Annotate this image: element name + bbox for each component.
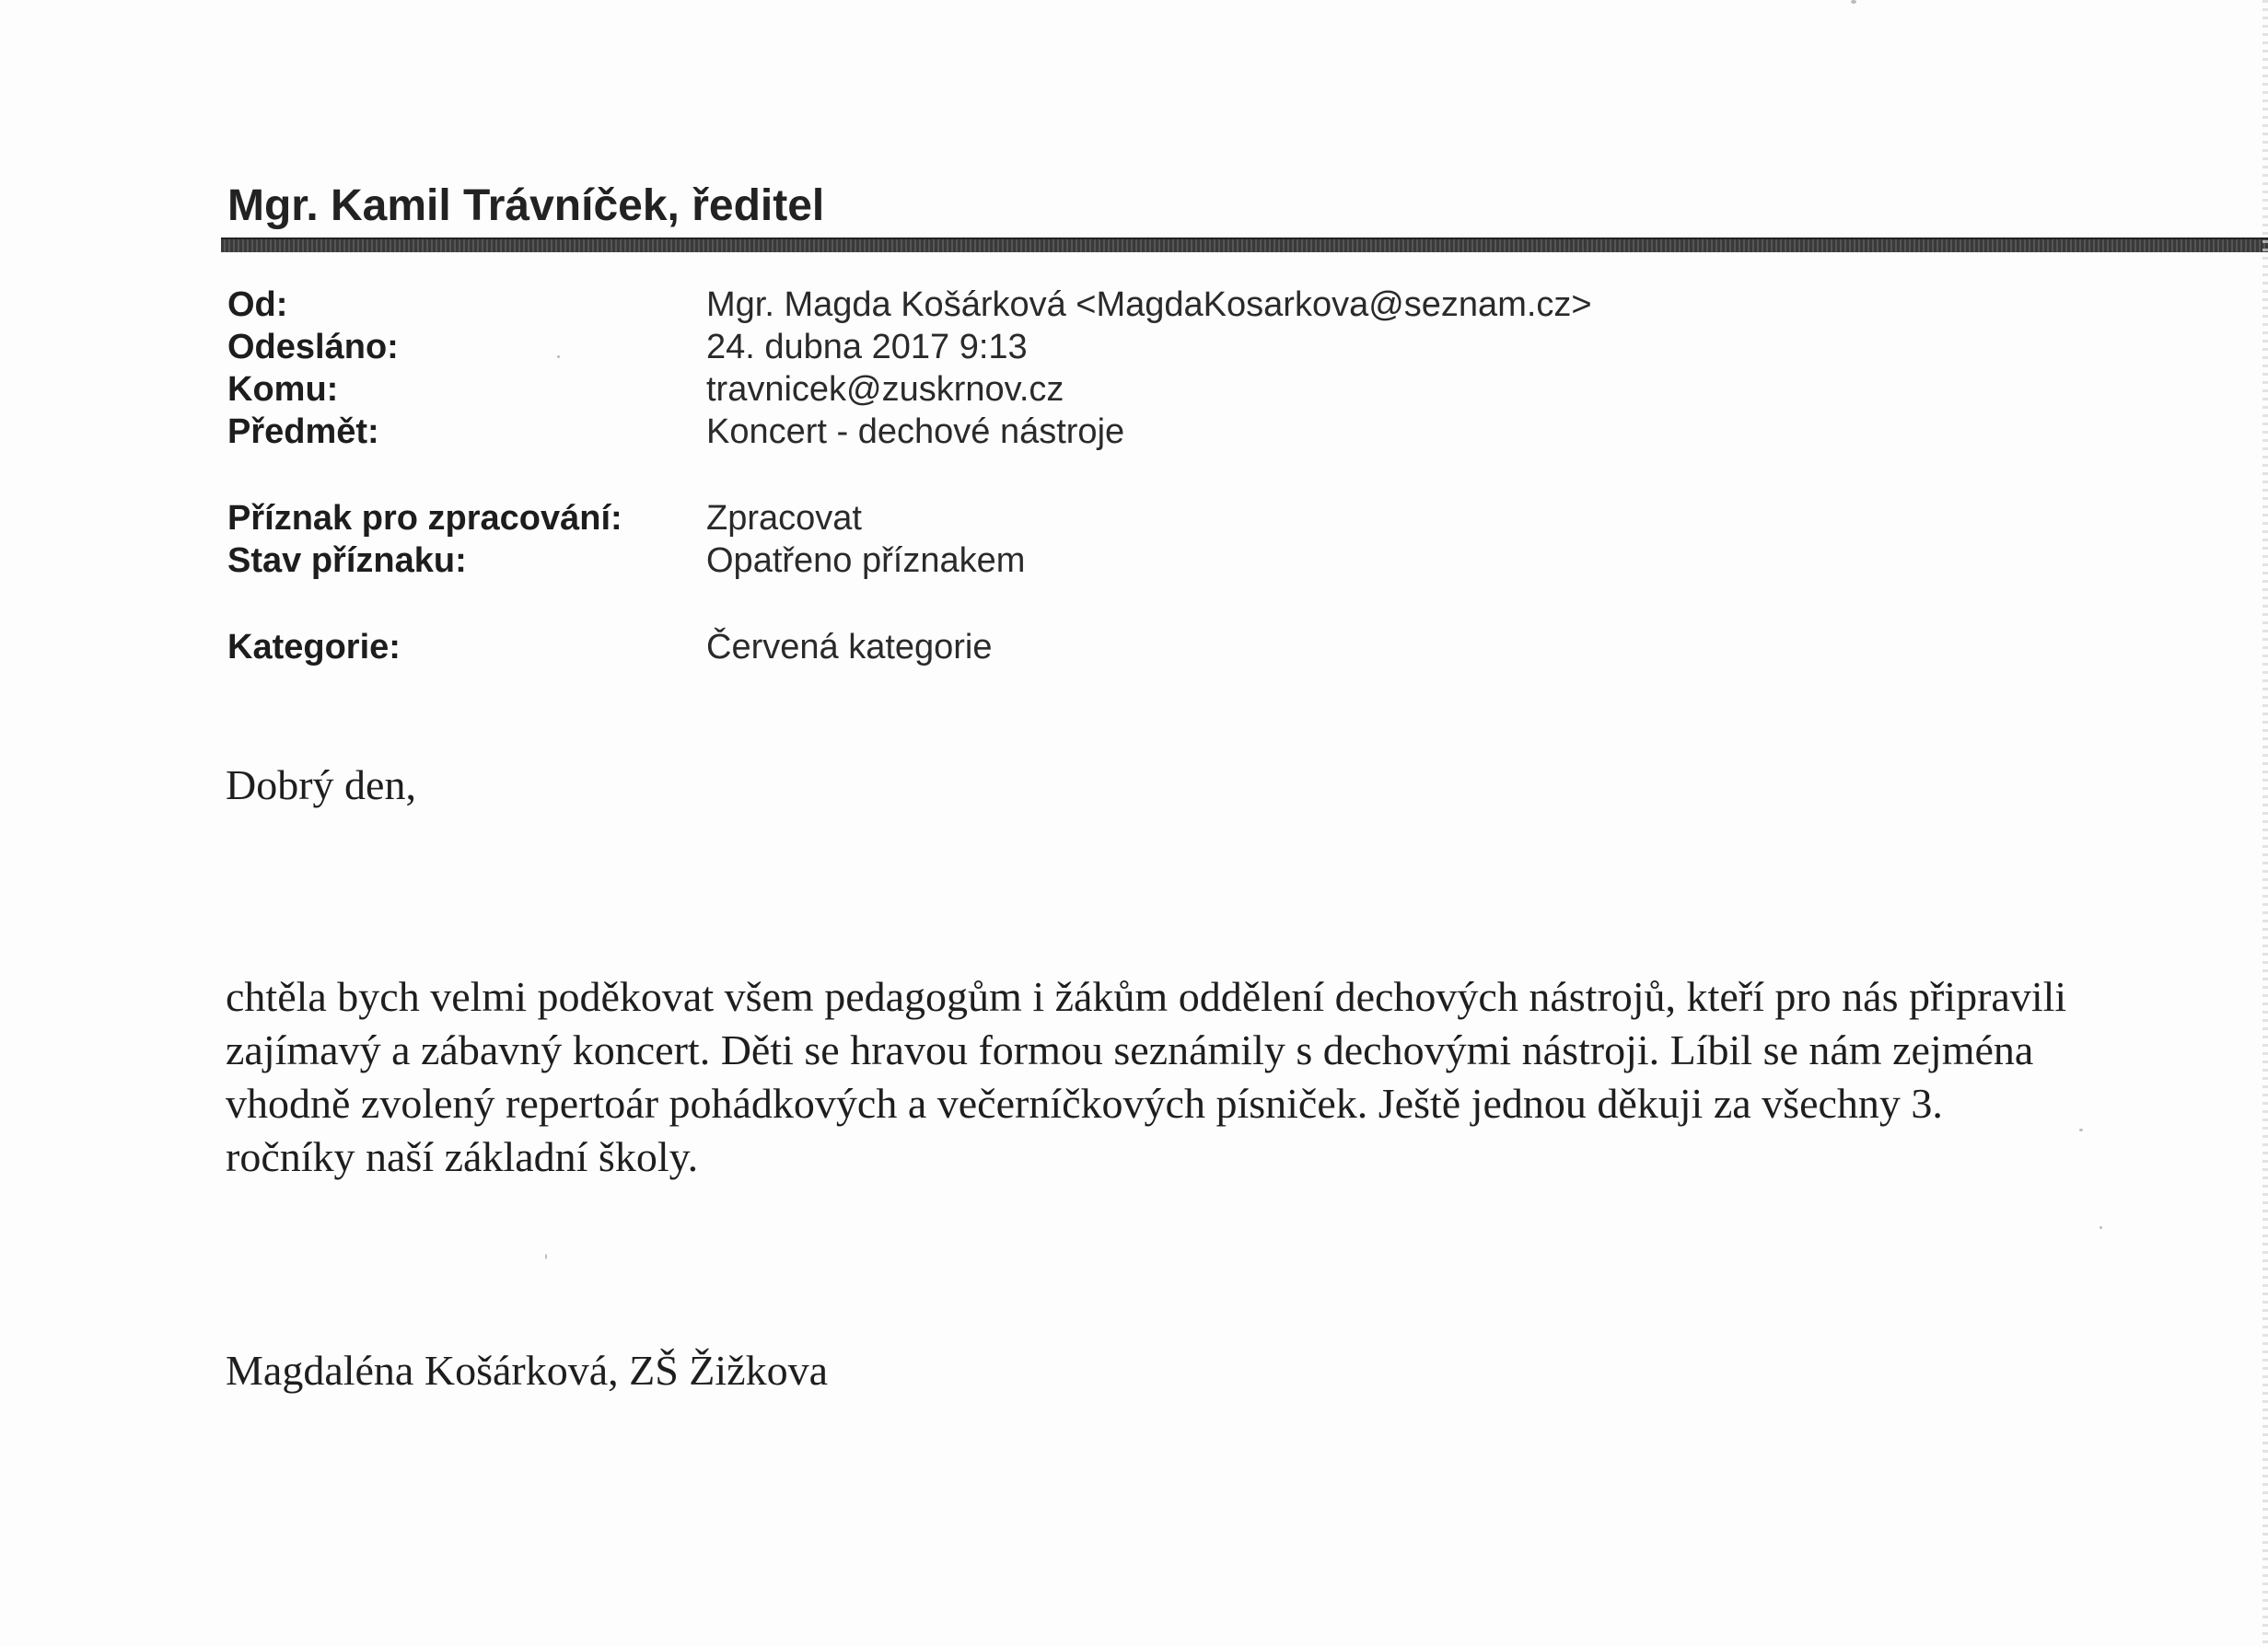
meta-value-subject: Koncert - dechové nástroje [706,412,1125,451]
meta-value-sent: 24. dubna 2017 9:13 [706,328,1028,366]
meta-value-to: travnicek@zuskrnov.cz [706,370,1064,409]
scan-speck [2079,1129,2083,1131]
meta-label-flag-status: Stav příznaku: [227,541,467,580]
scan-speck [557,355,560,358]
email-body-line-4: ročníky naší základní školy. [226,1133,699,1180]
meta-value-flag-status: Opatřeno příznakem [706,541,1026,580]
meta-value-category: Červená kategorie [706,628,993,667]
recipient-header-title: Mgr. Kamil Trávníček, ředitel [227,181,825,230]
email-greeting: Dobrý den, [226,761,416,808]
email-body-line-1: chtěla bych velmi poděkovat všem pedagogům i žákům oddělení dechových nástrojů, kteří pro nás připravili [226,973,2067,1020]
meta-label-to: Komu: [227,370,339,409]
scan-edge-artifact [2262,0,2268,1646]
meta-value-flag: Zpracovat [706,499,862,538]
meta-label-from: Od: [227,285,288,324]
email-signature: Magdaléna Košárková, ZŠ Žižkova [226,1347,829,1394]
header-rule-bar [221,239,2268,252]
scan-speck [2099,1226,2102,1229]
meta-label-sent: Odesláno: [227,328,399,366]
meta-label-subject: Předmět: [227,412,379,451]
meta-value-from: Mgr. Magda Košárková <MagdaKosarkova@seznam.cz> [706,285,1592,324]
meta-label-flag: Příznak pro zpracování: [227,499,622,538]
meta-label-category: Kategorie: [227,628,401,667]
email-body-line-3: vhodně zvolený repertoár pohádkových a večerníčkových písniček. Ještě jednou děkuji za všechny 3. [226,1080,1943,1127]
email-body-line-2: zajímavý a zábavný koncert. Děti se hravou formou seznámily s dechovými nástroji. Líbil se nám zejména [226,1026,2034,1073]
scan-speck [1851,0,1856,4]
scan-speck [545,1254,547,1259]
